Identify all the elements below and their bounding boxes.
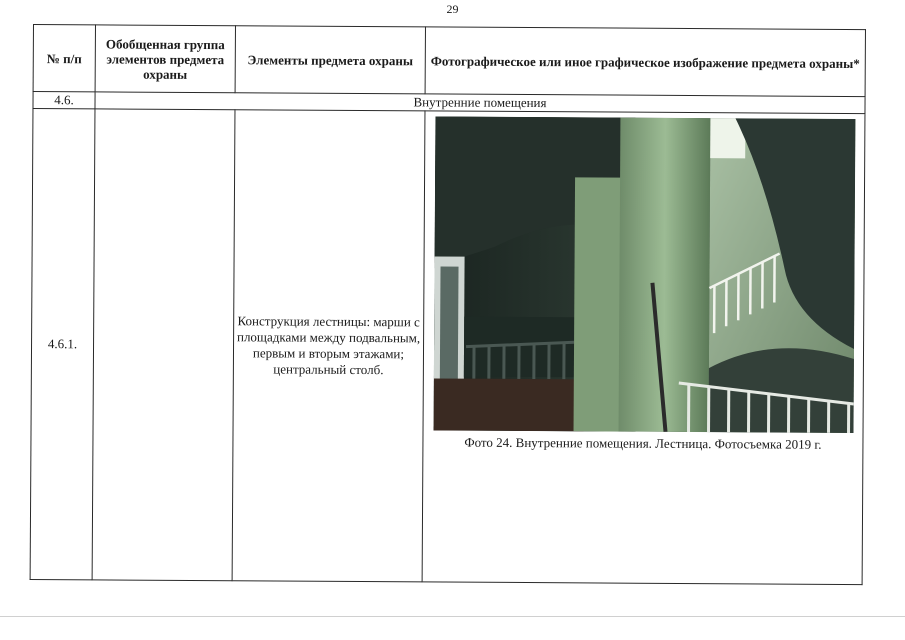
staircase-photo xyxy=(433,116,855,433)
section-title: Внутренние помещения xyxy=(95,92,865,114)
protection-table xyxy=(30,24,866,585)
photo-caption: Фото 24. Внутренние помещения. Лестница. Фотосъемка 2019 г. xyxy=(464,434,822,452)
header-row xyxy=(33,25,865,97)
protection-table-wrapper xyxy=(30,24,866,585)
table-row xyxy=(30,109,865,585)
row-group xyxy=(92,109,235,581)
section-number: 4.6. xyxy=(33,92,95,109)
page-number: 29 xyxy=(446,2,459,16)
header-elements: Элементы предмета охраны xyxy=(235,26,425,94)
header-group: Обобщенная группа элементов предмета охраны xyxy=(95,25,235,93)
row-elements: Конструкция лестницы: марши с площадками между подвальным, первым и вторым этажами; центральный столб. xyxy=(232,110,425,582)
header-number: № п/п xyxy=(33,25,95,92)
page-bottom-edge xyxy=(0,616,905,617)
row-photo-cell xyxy=(422,111,865,585)
header-photo: Фотографическое или иное графическое изображение предмета охраны* xyxy=(425,27,865,97)
row-number: 4.6.1. xyxy=(30,109,95,580)
